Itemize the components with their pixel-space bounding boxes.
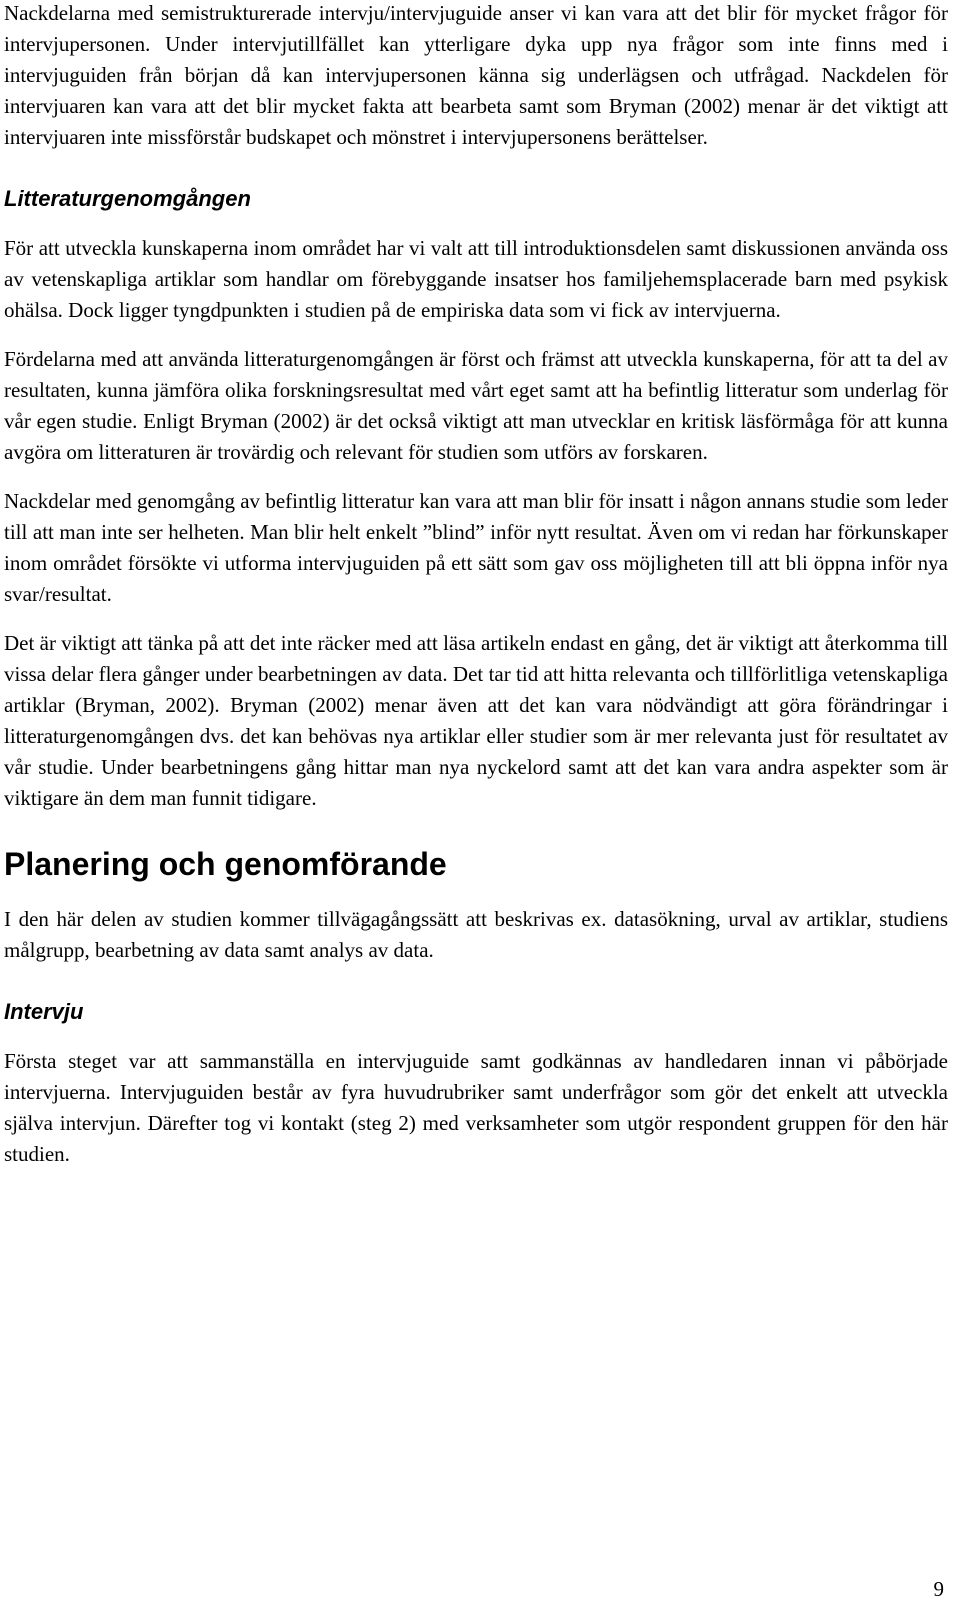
page-number: 9: [933, 1577, 944, 1601]
document-page: [4, 0, 948, 1170]
paragraph-litteratur-4: Det är viktigt att tänka på att det inte räcker med att läsa artikeln endast en gång, det är viktigt att återkomma till vissa delar flera gånger under bearbetningen av data. Det tar tid att hitta relevanta och tillförlitliga vetenskapliga artiklar (Bryman, 2002). Bryman (2002) menar även att det kan vara nödvändigt att göra förändringar i litteraturgenomgången dvs. det kan behövas nya artiklar eller studier som är mer relevanta just för resultatet av vår studie. Under bearbetningens gång hittar man nya nyckelord samt att det kan vara andra aspekter som är viktigare än dem man funnit tidigare.: [4, 631, 948, 810]
heading-intervju: Intervju: [4, 999, 84, 1024]
paragraph-litteratur-3: Nackdelar med genomgång av befintlig litteratur kan vara att man blir för insatt i någon annans studie som leder till att man inte ser helheten. Man blir helt enkelt ”blind” inför nytt resultat. Även om vi redan har förkunskaper inom området försökte vi utforma intervjuguiden på ett sätt som gav oss möjligheten till att bli öppna inför nya svar/resultat.: [4, 489, 948, 606]
paragraph-litteratur-2: Fördelarna med att använda litteraturgenomgången är först och främst att utveckla kunskaperna, för att ta del av resultaten, kunna jämföra olika forskningsresultat med vårt eget samt att ha befintlig litteratur som underlag för vår egen studie. Enligt Bryman (2002) är det också viktigt att man utvecklar en kritisk läsförmåga för att kunna avgöra om litteraturen är trovärdig och relevant för studien som utförs av forskaren.: [4, 347, 948, 464]
paragraph-litteratur-1: För att utveckla kunskaperna inom området har vi valt att till introduktionsdelen samt diskussionen använda oss av vetenskapliga artiklar som handlar om förebyggande insatser hos familjehemsplacerade barn med psykisk ohälsa. Dock ligger tyngdpunkten i studien på de empiriska data som vi fick av intervjuerna.: [4, 236, 948, 322]
intro-paragraph: Nackdelarna med semistrukturerade intervju/intervjuguide anser vi kan vara att det blir för mycket frågor för intervjupersonen. Under intervjutillfället kan ytterligare dyka upp nya frågor som inte finns med i intervjuguiden från början då kan intervjupersonen känna sig underlägsen och utfrågad. Nackdelen för intervjuaren kan vara att det blir mycket fakta att bearbeta samt som Bryman (2002) menar är det viktigt att intervjuaren inte missförstår budskapet och mönstret i intervjupersonens berättelser.: [4, 1, 948, 149]
paragraph-intervju: Första steget var att sammanställa en intervjuguide samt godkännas av handledaren innan vi påbörjade intervjuerna. Intervjuguiden består av fyra huvudrubriker samt underfrågor som gör det enkelt att utveckla själva intervjun. Därefter tog vi kontakt (steg 2) med verksamheter som utgör respondent gruppen för den här studien.: [4, 1049, 948, 1166]
paragraph-planering: I den här delen av studien kommer tillvägagångssätt att beskrivas ex. datasökning, urval av artiklar, studiens målgrupp, bearbetning av data samt analys av data.: [4, 907, 948, 962]
heading-litteraturgenomgangen: Litteraturgenomgången: [4, 186, 251, 211]
heading-planering: Planering och genomförande: [4, 846, 447, 882]
